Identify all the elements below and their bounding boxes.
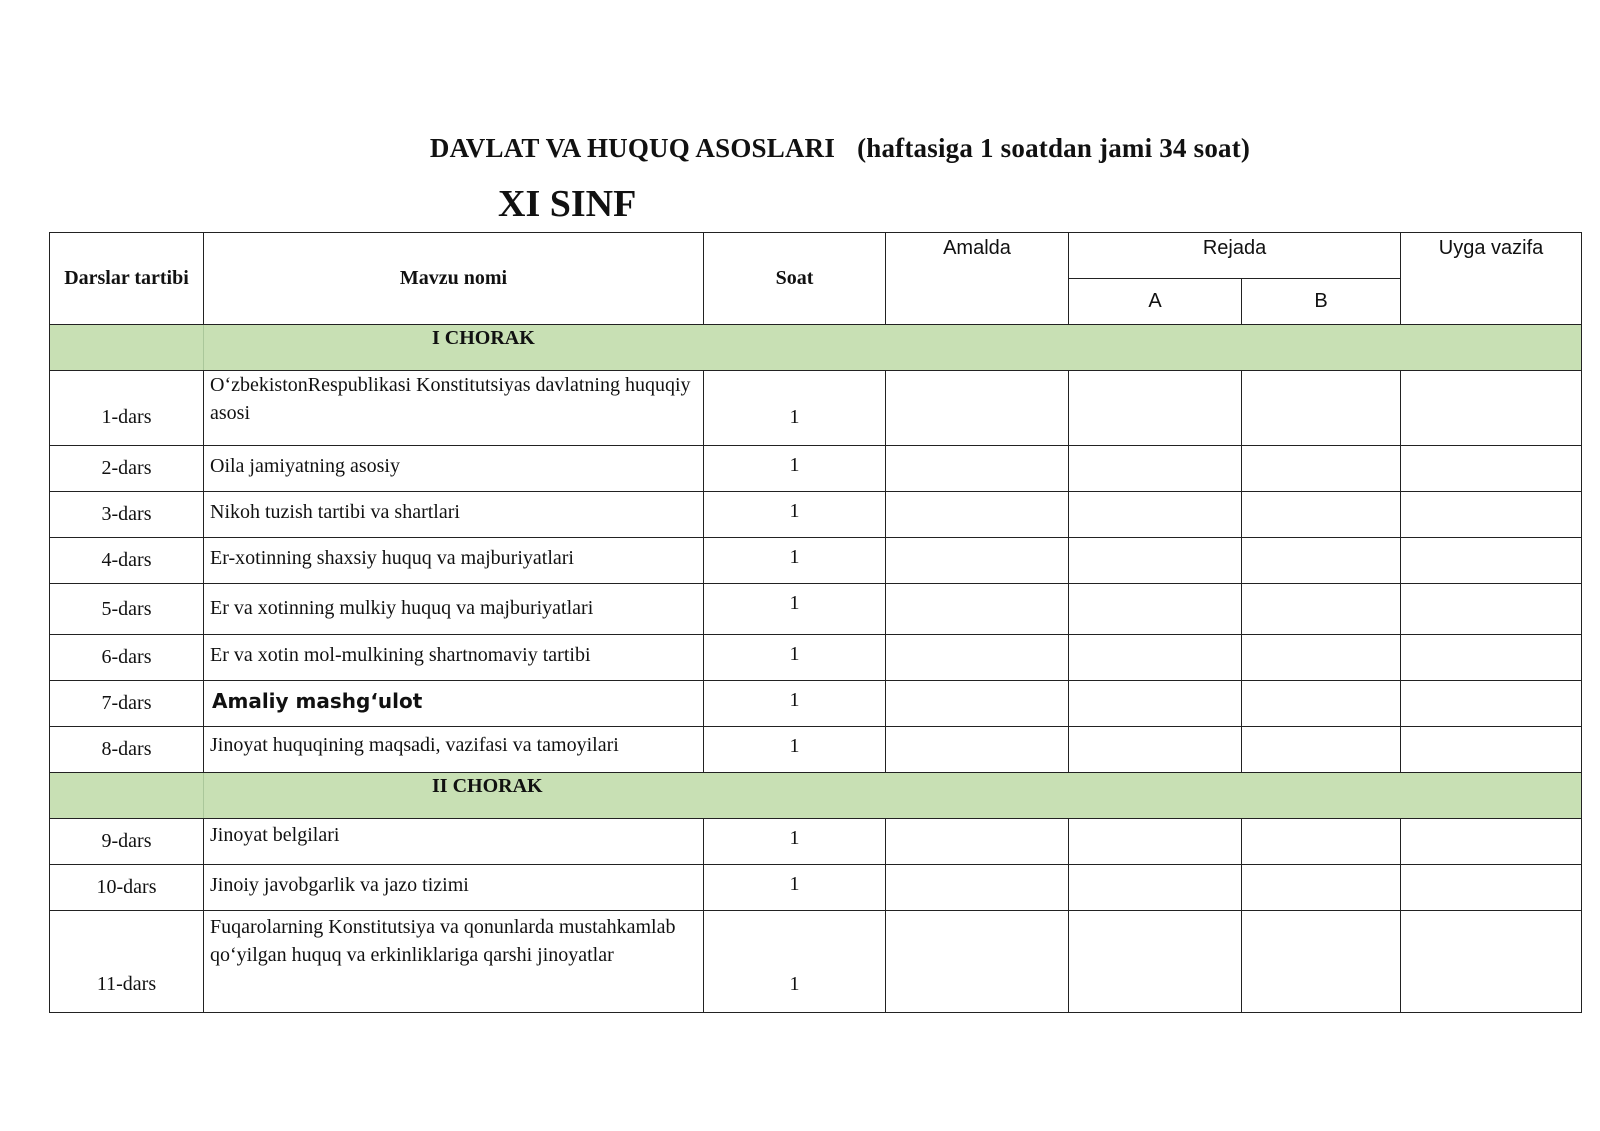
plan-a-cell	[1069, 538, 1242, 584]
plan-b-cell	[1242, 446, 1401, 492]
header-order: Darslar tartibi	[50, 233, 204, 325]
header-hours: Soat	[704, 233, 886, 325]
actual-cell	[886, 681, 1069, 727]
lesson-hours: 1	[704, 865, 886, 911]
actual-cell	[886, 865, 1069, 911]
lesson-topic: Jinoyat belgilari	[204, 819, 704, 865]
header-topic: Mavzu nomi	[204, 233, 704, 325]
lesson-topic: Amaliy mashg‘ulot	[204, 681, 704, 727]
lesson-number: 10-dars	[50, 865, 204, 911]
quarter-label: I CHORAK	[204, 325, 1582, 371]
document-title-line	[0, 133, 1600, 164]
plan-b-cell	[1242, 681, 1401, 727]
lesson-hours: 1	[704, 371, 886, 446]
lesson-hours: 1	[704, 911, 886, 1013]
plan-b-cell	[1242, 492, 1401, 538]
document-title: DAVLAT VA HUQUQ ASOSLARI	[429, 133, 836, 163]
table-row	[50, 446, 1582, 492]
grade-heading: XI SINF	[498, 183, 637, 225]
lesson-topic: Fuqarolarning Konstitutsiya va qonunlarda mustahkamlab qo‘yilgan huquq va erkinliklariga qarshi jinoyatlar	[204, 911, 704, 1013]
lesson-topic: Oila jamiyatning asosiy	[204, 446, 704, 492]
lesson-number: 11-dars	[50, 911, 204, 1013]
lesson-topic: Er va xotinning mulkiy huquq va majburiyatlari	[204, 584, 704, 635]
plan-b-cell	[1242, 538, 1401, 584]
lesson-hours: 1	[704, 681, 886, 727]
plan-b-cell	[1242, 371, 1401, 446]
lesson-hours: 1	[704, 584, 886, 635]
lesson-number: 6-dars	[50, 635, 204, 681]
lesson-hours: 1	[704, 635, 886, 681]
table-row	[50, 538, 1582, 584]
lesson-number: 9-dars	[50, 819, 204, 865]
plan-a-cell	[1069, 584, 1242, 635]
plan-a-cell	[1069, 446, 1242, 492]
plan-b-cell	[1242, 819, 1401, 865]
actual-cell	[886, 446, 1069, 492]
lesson-number: 1-dars	[50, 371, 204, 446]
homework-cell	[1401, 681, 1582, 727]
lesson-number: 3-dars	[50, 492, 204, 538]
lesson-topic: O‘zbekistonRespublikasi Konstitutsiyas davlatning huquqiy asosi	[204, 371, 704, 446]
actual-cell	[886, 538, 1069, 584]
table-row	[50, 635, 1582, 681]
actual-cell	[886, 911, 1069, 1013]
plan-b-cell	[1242, 865, 1401, 911]
lesson-topic: Jinoyat huquqining maqsadi, vazifasi va tamoyilari	[204, 727, 704, 773]
homework-cell	[1401, 584, 1582, 635]
homework-cell	[1401, 371, 1582, 446]
homework-cell	[1401, 446, 1582, 492]
header-plan-b: B	[1242, 279, 1401, 325]
lesson-hours: 1	[704, 446, 886, 492]
plan-a-cell	[1069, 911, 1242, 1013]
table-row	[50, 865, 1582, 911]
homework-cell	[1401, 819, 1582, 865]
homework-cell	[1401, 635, 1582, 681]
actual-cell	[886, 584, 1069, 635]
table-row	[50, 371, 1582, 446]
header-plan: Rejada	[1069, 233, 1401, 279]
homework-cell	[1401, 492, 1582, 538]
lesson-topic: Nikoh tuzish tartibi va shartlari	[204, 492, 704, 538]
homework-cell	[1401, 538, 1582, 584]
document-subtitle: (haftasiga 1 soatdan jami 34 soat)	[857, 133, 1251, 163]
lesson-number: 5-dars	[50, 584, 204, 635]
homework-cell	[1401, 727, 1582, 773]
lesson-hours: 1	[704, 727, 886, 773]
plan-b-cell	[1242, 911, 1401, 1013]
plan-a-cell	[1069, 371, 1242, 446]
header-plan-a: A	[1069, 279, 1242, 325]
actual-cell	[886, 371, 1069, 446]
plan-a-cell	[1069, 727, 1242, 773]
lesson-number: 2-dars	[50, 446, 204, 492]
table-row	[50, 727, 1582, 773]
table-row	[50, 911, 1582, 1013]
lesson-hours: 1	[704, 819, 886, 865]
plan-b-cell	[1242, 727, 1401, 773]
actual-cell	[886, 727, 1069, 773]
plan-b-cell	[1242, 635, 1401, 681]
lesson-topic: Er va xotin mol-mulkining shartnomaviy tartibi	[204, 635, 704, 681]
homework-cell	[1401, 911, 1582, 1013]
plan-a-cell	[1069, 819, 1242, 865]
plan-b-cell	[1242, 584, 1401, 635]
quarter-row	[50, 325, 1582, 371]
header-homework: Uyga vazifa	[1401, 233, 1582, 325]
lesson-number: 7-dars	[50, 681, 204, 727]
quarter-row	[50, 773, 1582, 819]
table-row	[50, 681, 1582, 727]
actual-cell	[886, 819, 1069, 865]
header-actual: Amalda	[886, 233, 1069, 325]
lesson-number: 4-dars	[50, 538, 204, 584]
lesson-number: 8-dars	[50, 727, 204, 773]
lesson-topic: Er-xotinning shaxsiy huquq va majburiyatlari	[204, 538, 704, 584]
lesson-plan-table	[49, 232, 1582, 1013]
table-row	[50, 819, 1582, 865]
lesson-hours: 1	[704, 492, 886, 538]
quarter-label: II CHORAK	[204, 773, 1582, 819]
homework-cell	[1401, 865, 1582, 911]
actual-cell	[886, 635, 1069, 681]
plan-a-cell	[1069, 681, 1242, 727]
lesson-topic: Jinoiy javobgarlik va jazo tizimi	[204, 865, 704, 911]
table-row	[50, 492, 1582, 538]
header-row	[50, 233, 1582, 279]
plan-a-cell	[1069, 635, 1242, 681]
actual-cell	[886, 492, 1069, 538]
plan-a-cell	[1069, 865, 1242, 911]
plan-a-cell	[1069, 492, 1242, 538]
table-row	[50, 584, 1582, 635]
lesson-hours: 1	[704, 538, 886, 584]
